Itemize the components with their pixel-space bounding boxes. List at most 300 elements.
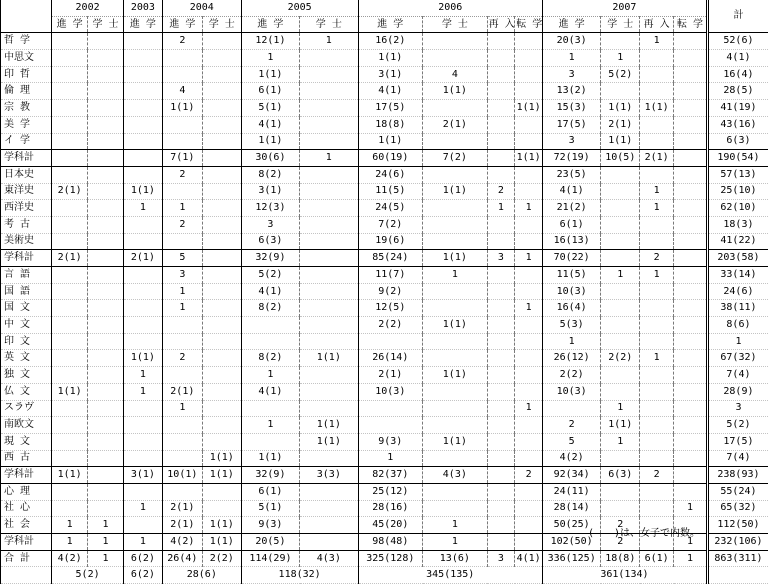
- table-cell: 45(20): [358, 517, 423, 534]
- table-cell: 1(1): [358, 133, 423, 150]
- table-cell: [674, 317, 708, 334]
- year-2004: 2004: [162, 0, 241, 16]
- table-cell: 1: [601, 433, 640, 450]
- table-cell: 1(1): [52, 467, 88, 484]
- table-cell: [123, 50, 162, 67]
- table-cell: [640, 317, 674, 334]
- row-label: 東洋史: [1, 183, 52, 200]
- table-cell: 32(9): [241, 250, 299, 267]
- table-cell: [202, 216, 241, 233]
- table-cell: [487, 467, 515, 484]
- table-cell: 11(5): [358, 183, 423, 200]
- table-cell: 1(1): [202, 517, 241, 534]
- row-label: 現 文: [1, 433, 52, 450]
- table-cell: 6(1): [640, 550, 674, 567]
- table-cell: 4(3): [300, 550, 358, 567]
- table-cell: [52, 133, 88, 150]
- table-cell: [52, 100, 88, 117]
- table-cell: [515, 534, 543, 551]
- total-header: 計: [707, 0, 768, 33]
- table-cell: 10(3): [542, 383, 600, 400]
- category-header: 転 学: [515, 16, 543, 33]
- table-cell: [300, 383, 358, 400]
- table-cell: 1: [123, 200, 162, 217]
- table-cell: [358, 417, 423, 434]
- table-cell: 1: [542, 50, 600, 67]
- table-cell: 24(6): [707, 283, 768, 300]
- category-header: 進 学: [52, 16, 88, 33]
- table-cell: [202, 333, 241, 350]
- table-cell: [515, 483, 543, 500]
- table-cell: 2(1): [162, 500, 202, 517]
- table-cell: [674, 133, 708, 150]
- table-cell: [640, 283, 674, 300]
- table-cell: [423, 216, 488, 233]
- row-label: 印 文: [1, 333, 52, 350]
- row-label: 西 古: [1, 450, 52, 467]
- table-cell: 112(50): [707, 517, 768, 534]
- table-cell: [52, 233, 88, 250]
- table-cell: [202, 350, 241, 367]
- table-cell: [123, 417, 162, 434]
- table-cell: [423, 500, 488, 517]
- table-cell: [487, 417, 515, 434]
- table-cell: 9(3): [358, 433, 423, 450]
- table-cell: 28(9): [707, 383, 768, 400]
- table-cell: 2: [487, 183, 515, 200]
- category-header: 学 士: [423, 16, 488, 33]
- table-cell: [241, 433, 299, 450]
- table-cell: [162, 116, 202, 133]
- table-cell: [601, 300, 640, 317]
- table-cell: 24(5): [358, 200, 423, 217]
- table-cell: [487, 333, 515, 350]
- table-cell: 1(1): [123, 350, 162, 367]
- table-cell: 10(3): [542, 283, 600, 300]
- table-cell: 7(1): [162, 150, 202, 167]
- table-row: [1, 317, 768, 334]
- table-cell: [601, 333, 640, 350]
- table-cell: [300, 400, 358, 417]
- row-label: 学科計: [1, 467, 52, 484]
- table-cell: 1: [640, 33, 674, 50]
- table-cell: [515, 83, 543, 100]
- table-cell: [88, 333, 124, 350]
- table-cell: 3: [487, 550, 515, 567]
- table-cell: [640, 166, 674, 183]
- table-cell: [487, 400, 515, 417]
- year-subtotal-row: [1, 567, 768, 584]
- table-cell: 98(48): [358, 534, 423, 551]
- table-cell: [674, 300, 708, 317]
- table-cell: 2(1): [52, 183, 88, 200]
- table-cell: [52, 417, 88, 434]
- table-cell: [123, 133, 162, 150]
- row-label: 美術史: [1, 233, 52, 250]
- table-cell: 1: [241, 417, 299, 434]
- table-cell: 4(3): [423, 467, 488, 484]
- table-cell: [88, 417, 124, 434]
- table-cell: 3: [707, 400, 768, 417]
- table-cell: [241, 333, 299, 350]
- table-cell: [52, 116, 88, 133]
- table-cell: [423, 50, 488, 67]
- table-cell: [52, 483, 88, 500]
- table-cell: [640, 116, 674, 133]
- table-cell: 2: [601, 517, 640, 534]
- table-cell: [88, 267, 124, 284]
- table-cell: 2(1): [640, 150, 674, 167]
- table-cell: [123, 283, 162, 300]
- table-cell: 1: [162, 200, 202, 217]
- table-cell: [674, 50, 708, 67]
- table-cell: 325(128): [358, 550, 423, 567]
- row-label: 社 会: [1, 517, 52, 534]
- table-cell: [674, 367, 708, 384]
- table-cell: 1(1): [300, 350, 358, 367]
- table-cell: 3: [162, 267, 202, 284]
- table-row: [1, 133, 768, 150]
- table-cell: 17(5): [707, 433, 768, 450]
- table-cell: [300, 200, 358, 217]
- table-cell: [423, 233, 488, 250]
- table-cell: [487, 483, 515, 500]
- table-cell: 1: [123, 367, 162, 384]
- year-2005: 2005: [241, 0, 358, 16]
- category-header: 学 士: [202, 16, 241, 33]
- table-cell: [162, 183, 202, 200]
- table-cell: [487, 300, 515, 317]
- table-cell: 1: [423, 517, 488, 534]
- table-cell: [123, 100, 162, 117]
- table-cell: [300, 233, 358, 250]
- table-cell: [515, 267, 543, 284]
- table-cell: 1: [640, 350, 674, 367]
- row-label: 日本史: [1, 166, 52, 183]
- table-cell: 2(1): [358, 367, 423, 384]
- table-cell: 3: [241, 216, 299, 233]
- table-cell: 3(1): [123, 467, 162, 484]
- table-cell: 28(16): [358, 500, 423, 517]
- table-cell: 4: [423, 66, 488, 83]
- table-cell: [88, 183, 124, 200]
- table-cell: [88, 350, 124, 367]
- table-cell: [601, 383, 640, 400]
- table-cell: [162, 433, 202, 450]
- table-cell: [123, 116, 162, 133]
- table-cell: [601, 200, 640, 217]
- table-cell: [123, 267, 162, 284]
- table-cell: [52, 350, 88, 367]
- table-cell: [674, 183, 708, 200]
- table-row: [1, 116, 768, 133]
- table-cell: [88, 100, 124, 117]
- table-cell: [241, 317, 299, 334]
- table-cell: 32(9): [241, 467, 299, 484]
- table-row: [1, 550, 768, 567]
- table-cell: 18(8): [601, 550, 640, 567]
- table-cell: 2(1): [52, 250, 88, 267]
- table-cell: [202, 33, 241, 50]
- table-cell: 2(1): [162, 383, 202, 400]
- category-header: 学 士: [88, 16, 124, 33]
- table-cell: [162, 66, 202, 83]
- table-cell: [123, 33, 162, 50]
- table-cell: 1(1): [300, 417, 358, 434]
- table-cell: [674, 450, 708, 467]
- table-cell: 16(13): [542, 233, 600, 250]
- table-cell: [202, 417, 241, 434]
- table-cell: 6(3): [241, 233, 299, 250]
- table-cell: [300, 450, 358, 467]
- table-cell: [640, 367, 674, 384]
- table-cell: 4(1): [515, 550, 543, 567]
- table-cell: [52, 333, 88, 350]
- row-label: 仏 文: [1, 383, 52, 400]
- table-cell: 4(1): [358, 83, 423, 100]
- table-cell: [202, 383, 241, 400]
- table-cell: 1(1): [640, 100, 674, 117]
- table-cell: 1: [358, 450, 423, 467]
- table-row: [1, 350, 768, 367]
- table-cell: 5: [162, 250, 202, 267]
- table-cell: [88, 133, 124, 150]
- table-cell: 10(3): [358, 383, 423, 400]
- table-cell: [202, 166, 241, 183]
- table-cell: 1(1): [423, 250, 488, 267]
- table-cell: [52, 50, 88, 67]
- table-cell: [487, 367, 515, 384]
- table-cell: [88, 83, 124, 100]
- table-cell: [640, 500, 674, 517]
- table-cell: 5(3): [542, 317, 600, 334]
- year-2002: 2002: [52, 0, 124, 16]
- table-cell: [487, 150, 515, 167]
- table-cell: 6(1): [241, 483, 299, 500]
- table-cell: [123, 166, 162, 183]
- table-cell: [674, 200, 708, 217]
- table-cell: 5(1): [241, 100, 299, 117]
- table-cell: [640, 400, 674, 417]
- table-cell: [674, 33, 708, 50]
- corner-cell-2: [1, 16, 52, 33]
- table-cell: [300, 66, 358, 83]
- table-cell: [123, 400, 162, 417]
- table-cell: [300, 100, 358, 117]
- table-cell: 4(2): [162, 534, 202, 551]
- table-cell: [601, 283, 640, 300]
- table-cell: 2(2): [202, 550, 241, 567]
- table-cell: [52, 83, 88, 100]
- table-row: [1, 66, 768, 83]
- table-cell: [52, 150, 88, 167]
- table-row: [1, 216, 768, 233]
- table-cell: 1: [241, 367, 299, 384]
- table-cell: [487, 534, 515, 551]
- table-cell: 12(3): [241, 200, 299, 217]
- table-cell: 1: [640, 267, 674, 284]
- table-cell: [487, 433, 515, 450]
- table-cell: 1: [674, 550, 708, 567]
- row-label: 心 理: [1, 483, 52, 500]
- table-cell: [162, 450, 202, 467]
- table-cell: 1: [601, 267, 640, 284]
- table-cell: 6(1): [241, 83, 299, 100]
- table-cell: 2: [640, 250, 674, 267]
- table-cell: 9(2): [358, 283, 423, 300]
- table-cell: [162, 50, 202, 67]
- table-cell: 13(6): [423, 550, 488, 567]
- row-label: 考 古: [1, 216, 52, 233]
- table-cell: [515, 417, 543, 434]
- table-cell: 3(1): [241, 183, 299, 200]
- table-cell: 1: [640, 200, 674, 217]
- table-cell: [202, 400, 241, 417]
- table-cell: [515, 517, 543, 534]
- table-cell: 11(5): [542, 267, 600, 284]
- table-cell: [300, 517, 358, 534]
- table-cell: 1: [162, 300, 202, 317]
- table-cell: [542, 400, 600, 417]
- table-row: [1, 467, 768, 484]
- table-cell: 1(1): [423, 183, 488, 200]
- table-cell: 26(4): [162, 550, 202, 567]
- table-cell: [515, 183, 543, 200]
- table-cell: [202, 66, 241, 83]
- table-cell: [123, 233, 162, 250]
- table-cell: [487, 216, 515, 233]
- table-cell: [674, 66, 708, 83]
- table-cell: [515, 433, 543, 450]
- table-cell: [601, 367, 640, 384]
- table-cell: [162, 317, 202, 334]
- table-cell: [674, 383, 708, 400]
- table-cell: [487, 166, 515, 183]
- table-cell: [88, 33, 124, 50]
- row-label: スラヴ: [1, 400, 52, 417]
- table-cell: 2(1): [123, 250, 162, 267]
- table-cell: 4(1): [542, 183, 600, 200]
- table-cell: [515, 216, 543, 233]
- table-cell: [52, 216, 88, 233]
- table-cell: 1(1): [241, 450, 299, 467]
- table-cell: [88, 150, 124, 167]
- table-cell: 23(5): [542, 166, 600, 183]
- table-cell: 28(14): [542, 500, 600, 517]
- table-cell: [52, 267, 88, 284]
- table-cell: [88, 200, 124, 217]
- category-header: 再 入: [487, 16, 515, 33]
- table-cell: [123, 150, 162, 167]
- table-cell: [487, 317, 515, 334]
- table-cell: [300, 133, 358, 150]
- table-cell: 238(93): [707, 467, 768, 484]
- row-label: 英 文: [1, 350, 52, 367]
- table-row: [1, 166, 768, 183]
- table-cell: [300, 283, 358, 300]
- table-cell: [640, 483, 674, 500]
- table-cell: 17(5): [358, 100, 423, 117]
- table-cell: [52, 433, 88, 450]
- table-cell: [601, 500, 640, 517]
- table-row: [1, 383, 768, 400]
- table-cell: [674, 216, 708, 233]
- table-cell: 1: [542, 333, 600, 350]
- table-cell: [202, 300, 241, 317]
- table-cell: [88, 66, 124, 83]
- table-cell: 11(7): [358, 267, 423, 284]
- table-cell: [674, 116, 708, 133]
- table-cell: [202, 317, 241, 334]
- table-cell: 1(1): [162, 100, 202, 117]
- table-cell: [423, 300, 488, 317]
- table-cell: [88, 50, 124, 67]
- table-cell: [515, 450, 543, 467]
- table-row: [1, 417, 768, 434]
- table-cell: [88, 367, 124, 384]
- row-label: 倫 理: [1, 83, 52, 100]
- table-cell: [162, 333, 202, 350]
- table-cell: [123, 433, 162, 450]
- table-cell: 38(11): [707, 300, 768, 317]
- table-cell: [515, 50, 543, 67]
- table-cell: [202, 483, 241, 500]
- table-cell: [300, 500, 358, 517]
- table-row: [1, 33, 768, 50]
- table-cell: 57(13): [707, 166, 768, 183]
- table-cell: [162, 367, 202, 384]
- table-cell: 70(22): [542, 250, 600, 267]
- table-row: [1, 100, 768, 117]
- table-cell: 1(1): [202, 467, 241, 484]
- table-cell: 1(1): [423, 83, 488, 100]
- table-cell: [601, 250, 640, 267]
- table-cell: [515, 66, 543, 83]
- table-cell: [202, 116, 241, 133]
- row-label: 言 語: [1, 267, 52, 284]
- table-cell: [423, 133, 488, 150]
- table-cell: 1(1): [601, 100, 640, 117]
- table-cell: 19(6): [358, 233, 423, 250]
- table-cell: [202, 250, 241, 267]
- table-cell: 4: [162, 83, 202, 100]
- table-cell: [123, 83, 162, 100]
- table-cell: [300, 534, 358, 551]
- table-cell: 7(2): [423, 150, 488, 167]
- table-cell: [88, 383, 124, 400]
- table-cell: 25(10): [707, 183, 768, 200]
- table-cell: 1: [300, 150, 358, 167]
- table-cell: [674, 100, 708, 117]
- table-cell: [515, 333, 543, 350]
- table-cell: 3(3): [300, 467, 358, 484]
- table-cell: 6(3): [707, 133, 768, 150]
- table-cell: 13(2): [542, 83, 600, 100]
- table-cell: [423, 33, 488, 50]
- table-cell: 5(2): [601, 66, 640, 83]
- table-cell: [640, 417, 674, 434]
- table-row: [1, 183, 768, 200]
- table-cell: 10(5): [601, 150, 640, 167]
- table-cell: [202, 150, 241, 167]
- row-label: 学科計: [1, 250, 52, 267]
- table-cell: [202, 500, 241, 517]
- table-cell: 1(1): [241, 66, 299, 83]
- table-cell: [300, 216, 358, 233]
- table-cell: 20(5): [241, 534, 299, 551]
- table-cell: 2(1): [423, 116, 488, 133]
- table-cell: [52, 300, 88, 317]
